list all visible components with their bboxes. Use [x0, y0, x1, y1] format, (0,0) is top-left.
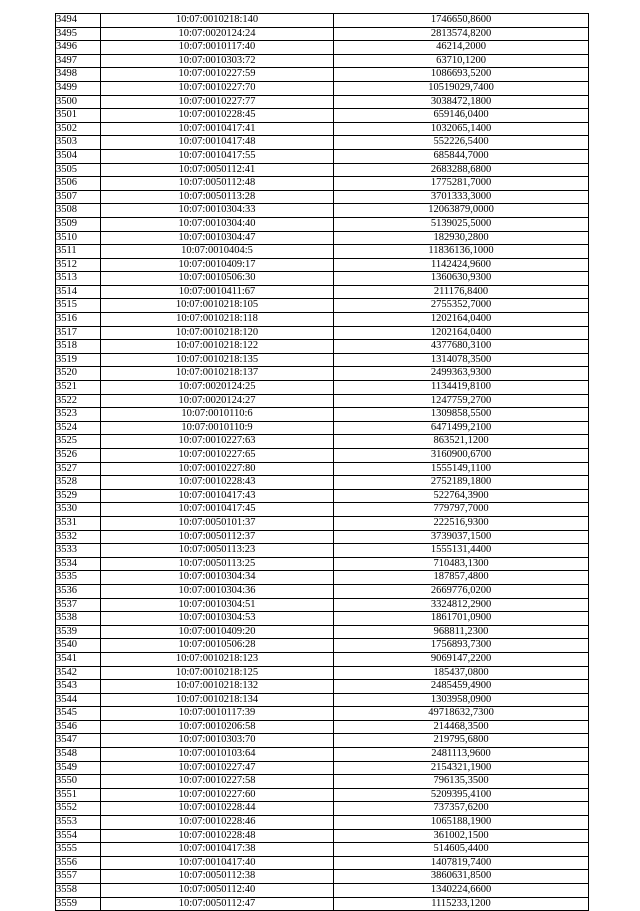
cadastral-value-cell: 222516,9300 [334, 516, 589, 530]
cadastral-value-cell: 11836136,1000 [334, 245, 589, 259]
cadastral-value-cell: 9069147,2200 [334, 652, 589, 666]
table-row [56, 326, 589, 340]
table-row [56, 353, 589, 367]
row-number-cell: 3545 [56, 707, 101, 721]
cadastral-number-cell: 10:07:0050112:40 [101, 884, 334, 898]
cadastral-value-cell: 863521,1200 [334, 435, 589, 449]
cadastral-number-cell: 10:07:0050112:48 [101, 177, 334, 191]
cadastral-value-cell: 1086693,5200 [334, 68, 589, 82]
cadastral-number-cell: 10:07:0010411:67 [101, 285, 334, 299]
row-number-cell: 3553 [56, 816, 101, 830]
cadastral-number-cell: 10:07:0050101:37 [101, 516, 334, 530]
cadastral-number-cell: 10:07:0020124:25 [101, 381, 334, 395]
table-row [56, 27, 589, 41]
cadastral-number-cell: 10:07:0010227:60 [101, 788, 334, 802]
cadastral-number-cell: 10:07:0050113:25 [101, 557, 334, 571]
table-row [56, 748, 589, 762]
cadastral-number-cell: 10:07:0010417:41 [101, 122, 334, 136]
cadastral-value-cell: 12063879,0000 [334, 204, 589, 218]
cadastral-value-cell: 361002,1500 [334, 829, 589, 843]
table-row [56, 68, 589, 82]
cadastral-value-cell: 685844,7000 [334, 149, 589, 163]
cadastral-value-cell: 2683288,6800 [334, 163, 589, 177]
cadastral-value-table [55, 13, 589, 911]
table-row [56, 761, 589, 775]
table-row [56, 14, 589, 28]
cadastral-number-cell: 10:07:0010417:45 [101, 503, 334, 517]
cadastral-value-cell: 211176,8400 [334, 285, 589, 299]
cadastral-value-cell: 6471499,2100 [334, 421, 589, 435]
table-row [56, 462, 589, 476]
cadastral-value-cell: 46214,2000 [334, 41, 589, 55]
cadastral-number-cell: 10:07:0010409:20 [101, 625, 334, 639]
table-row [56, 680, 589, 694]
cadastral-value-cell: 710483,1300 [334, 557, 589, 571]
cadastral-value-cell: 522764,3900 [334, 489, 589, 503]
cadastral-number-cell: 10:07:0010218:134 [101, 693, 334, 707]
row-number-cell: 3523 [56, 408, 101, 422]
row-number-cell: 3548 [56, 748, 101, 762]
table-row [56, 734, 589, 748]
table-row [56, 816, 589, 830]
row-number-cell: 3552 [56, 802, 101, 816]
cadastral-number-cell: 10:07:0050113:23 [101, 544, 334, 558]
cadastral-number-cell: 10:07:0010404:5 [101, 245, 334, 259]
cadastral-number-cell: 10:07:0050113:28 [101, 190, 334, 204]
cadastral-value-cell: 4377680,3100 [334, 340, 589, 354]
cadastral-number-cell: 10:07:0050112:38 [101, 870, 334, 884]
cadastral-number-cell: 10:07:0050112:47 [101, 897, 334, 911]
cadastral-number-cell: 10:07:0050112:41 [101, 163, 334, 177]
cadastral-value-cell: 552226,5400 [334, 136, 589, 150]
cadastral-value-cell: 1861701,0900 [334, 612, 589, 626]
table-row [56, 299, 589, 313]
cadastral-number-cell: 10:07:0010227:58 [101, 775, 334, 789]
cadastral-value-cell: 659146,0400 [334, 109, 589, 123]
cadastral-number-cell: 10:07:0010227:70 [101, 81, 334, 95]
cadastral-number-cell: 10:07:0010417:55 [101, 149, 334, 163]
cadastral-value-cell: 1115233,1200 [334, 897, 589, 911]
row-number-cell: 3531 [56, 516, 101, 530]
row-number-cell: 3532 [56, 530, 101, 544]
cadastral-number-cell: 10:07:0010304:47 [101, 231, 334, 245]
cadastral-value-cell: 5209395,4100 [334, 788, 589, 802]
table-row [56, 217, 589, 231]
table-row [56, 435, 589, 449]
table-row [56, 516, 589, 530]
row-number-cell: 3519 [56, 353, 101, 367]
cadastral-number-cell: 10:07:0010304:53 [101, 612, 334, 626]
row-number-cell: 3510 [56, 231, 101, 245]
table-row [56, 843, 589, 857]
cadastral-value-cell: 2485459,4900 [334, 680, 589, 694]
cadastral-number-cell: 10:07:0010228:44 [101, 802, 334, 816]
table-row [56, 313, 589, 327]
cadastral-number-cell: 10:07:0020124:27 [101, 394, 334, 408]
row-number-cell: 3536 [56, 584, 101, 598]
cadastral-value-cell: 1407819,7400 [334, 856, 589, 870]
cadastral-number-cell: 10:07:0010227:65 [101, 449, 334, 463]
row-number-cell: 3522 [56, 394, 101, 408]
cadastral-value-cell: 1756893,7300 [334, 639, 589, 653]
row-number-cell: 3503 [56, 136, 101, 150]
cadastral-value-cell: 1360630,9300 [334, 272, 589, 286]
cadastral-number-cell: 10:07:0010506:28 [101, 639, 334, 653]
cadastral-number-cell: 10:07:0010228:45 [101, 109, 334, 123]
cadastral-number-cell: 10:07:0010206:58 [101, 720, 334, 734]
table-row [56, 720, 589, 734]
row-number-cell: 3512 [56, 258, 101, 272]
table-row [56, 41, 589, 55]
cadastral-number-cell: 10:07:0010228:43 [101, 476, 334, 490]
table-row [56, 707, 589, 721]
row-number-cell: 3544 [56, 693, 101, 707]
table-row [56, 476, 589, 490]
cadastral-value-cell: 2755352,7000 [334, 299, 589, 313]
table-row [56, 625, 589, 639]
row-number-cell: 3509 [56, 217, 101, 231]
row-number-cell: 3506 [56, 177, 101, 191]
cadastral-number-cell: 10:07:0010228:46 [101, 816, 334, 830]
row-number-cell: 3534 [56, 557, 101, 571]
row-number-cell: 3525 [56, 435, 101, 449]
row-number-cell: 3498 [56, 68, 101, 82]
row-number-cell: 3559 [56, 897, 101, 911]
table-row [56, 381, 589, 395]
row-number-cell: 3521 [56, 381, 101, 395]
row-number-cell: 3551 [56, 788, 101, 802]
table-row [56, 897, 589, 911]
cadastral-value-cell: 1202164,0400 [334, 326, 589, 340]
cadastral-value-cell: 1065188,1900 [334, 816, 589, 830]
table-row [56, 421, 589, 435]
cadastral-number-cell: 10:07:0010304:36 [101, 584, 334, 598]
cadastral-value-cell: 796135,3500 [334, 775, 589, 789]
cadastral-number-cell: 10:07:0010228:48 [101, 829, 334, 843]
cadastral-number-cell: 10:07:0010218:135 [101, 353, 334, 367]
cadastral-value-cell: 3739037,1500 [334, 530, 589, 544]
cadastral-value-cell: 63710,1200 [334, 54, 589, 68]
cadastral-number-cell: 10:07:0010227:80 [101, 462, 334, 476]
table-row [56, 408, 589, 422]
table-row [56, 394, 589, 408]
row-number-cell: 3516 [56, 313, 101, 327]
cadastral-number-cell: 10:07:0010103:64 [101, 748, 334, 762]
table-row [56, 598, 589, 612]
cadastral-number-cell: 10:07:0010218:120 [101, 326, 334, 340]
table-row [56, 612, 589, 626]
table-row [56, 258, 589, 272]
row-number-cell: 3515 [56, 299, 101, 313]
cadastral-number-cell: 10:07:0010303:72 [101, 54, 334, 68]
cadastral-number-cell: 10:07:0010506:30 [101, 272, 334, 286]
cadastral-number-cell: 10:07:0010110:9 [101, 421, 334, 435]
cadastral-value-cell: 2481113,9600 [334, 748, 589, 762]
table-row [56, 775, 589, 789]
cadastral-value-cell: 3860631,8500 [334, 870, 589, 884]
cadastral-number-cell: 10:07:0010304:33 [101, 204, 334, 218]
cadastral-number-cell: 10:07:0010218:118 [101, 313, 334, 327]
row-number-cell: 3554 [56, 829, 101, 843]
row-number-cell: 3547 [56, 734, 101, 748]
table-row [56, 54, 589, 68]
table-row [56, 571, 589, 585]
table-row [56, 802, 589, 816]
table-row [56, 666, 589, 680]
row-number-cell: 3524 [56, 421, 101, 435]
cadastral-number-cell: 10:07:0010117:40 [101, 41, 334, 55]
row-number-cell: 3528 [56, 476, 101, 490]
row-number-cell: 3535 [56, 571, 101, 585]
table-row [56, 109, 589, 123]
cadastral-number-cell: 10:07:0010304:40 [101, 217, 334, 231]
row-number-cell: 3542 [56, 666, 101, 680]
row-number-cell: 3508 [56, 204, 101, 218]
cadastral-value-cell: 1202164,0400 [334, 313, 589, 327]
cadastral-number-cell: 10:07:0010218:132 [101, 680, 334, 694]
cadastral-value-cell: 49718632,7300 [334, 707, 589, 721]
table-row [56, 530, 589, 544]
row-number-cell: 3537 [56, 598, 101, 612]
cadastral-value-cell: 214468,3500 [334, 720, 589, 734]
cadastral-value-cell: 1746650,8600 [334, 14, 589, 28]
row-number-cell: 3539 [56, 625, 101, 639]
table-row [56, 544, 589, 558]
cadastral-value-cell: 3038472,1800 [334, 95, 589, 109]
cadastral-number-cell: 10:07:0010218:105 [101, 299, 334, 313]
row-number-cell: 3526 [56, 449, 101, 463]
cadastral-value-cell: 2669776,0200 [334, 584, 589, 598]
row-number-cell: 3517 [56, 326, 101, 340]
table-row [56, 136, 589, 150]
row-number-cell: 3513 [56, 272, 101, 286]
row-number-cell: 3529 [56, 489, 101, 503]
table-row [56, 95, 589, 109]
row-number-cell: 3511 [56, 245, 101, 259]
cadastral-value-cell: 2752189,1800 [334, 476, 589, 490]
row-number-cell: 3555 [56, 843, 101, 857]
cadastral-value-cell: 185437,0800 [334, 666, 589, 680]
table-row [56, 449, 589, 463]
row-number-cell: 3530 [56, 503, 101, 517]
cadastral-number-cell: 10:07:0010218:123 [101, 652, 334, 666]
cadastral-number-cell: 10:07:0010227:47 [101, 761, 334, 775]
table-row [56, 788, 589, 802]
table-row [56, 503, 589, 517]
row-number-cell: 3527 [56, 462, 101, 476]
table-row [56, 367, 589, 381]
row-number-cell: 3499 [56, 81, 101, 95]
cadastral-value-cell: 1032065,1400 [334, 122, 589, 136]
cadastral-number-cell: 10:07:0010227:59 [101, 68, 334, 82]
table-row [56, 870, 589, 884]
cadastral-value-cell: 1303958,0900 [334, 693, 589, 707]
cadastral-value-cell: 2813574,8200 [334, 27, 589, 41]
row-number-cell: 3520 [56, 367, 101, 381]
cadastral-value-cell: 1555131,4400 [334, 544, 589, 558]
cadastral-value-cell: 1340224,6600 [334, 884, 589, 898]
cadastral-value-cell: 3160900,6700 [334, 449, 589, 463]
table-row [56, 489, 589, 503]
cadastral-value-cell: 968811,2300 [334, 625, 589, 639]
cadastral-number-cell: 10:07:0050112:37 [101, 530, 334, 544]
row-number-cell: 3514 [56, 285, 101, 299]
row-number-cell: 3540 [56, 639, 101, 653]
cadastral-value-cell: 1247759,2700 [334, 394, 589, 408]
table-row [56, 231, 589, 245]
cadastral-value-cell: 187857,4800 [334, 571, 589, 585]
table-row [56, 245, 589, 259]
table-row [56, 856, 589, 870]
cadastral-number-cell: 10:07:0010218:122 [101, 340, 334, 354]
row-number-cell: 3497 [56, 54, 101, 68]
cadastral-value-cell: 1775281,7000 [334, 177, 589, 191]
cadastral-value-cell: 737357,6200 [334, 802, 589, 816]
row-number-cell: 3556 [56, 856, 101, 870]
table-row [56, 163, 589, 177]
table-row [56, 340, 589, 354]
cadastral-number-cell: 10:07:0010218:140 [101, 14, 334, 28]
table-row [56, 272, 589, 286]
table-row [56, 81, 589, 95]
table-row [56, 122, 589, 136]
table-row [56, 177, 589, 191]
table-row [56, 190, 589, 204]
cadastral-value-cell: 1134419,8100 [334, 381, 589, 395]
table-row [56, 639, 589, 653]
cadastral-value-cell: 779797,7000 [334, 503, 589, 517]
table-body [56, 14, 589, 911]
cadastral-value-cell: 5139025,5000 [334, 217, 589, 231]
table-row [56, 884, 589, 898]
row-number-cell: 3495 [56, 27, 101, 41]
row-number-cell: 3541 [56, 652, 101, 666]
row-number-cell: 3507 [56, 190, 101, 204]
cadastral-number-cell: 10:07:0010417:43 [101, 489, 334, 503]
cadastral-number-cell: 10:07:0010304:51 [101, 598, 334, 612]
row-number-cell: 3518 [56, 340, 101, 354]
row-number-cell: 3557 [56, 870, 101, 884]
table-row [56, 652, 589, 666]
cadastral-number-cell: 10:07:0010227:63 [101, 435, 334, 449]
cadastral-value-cell: 514605,4400 [334, 843, 589, 857]
row-number-cell: 3502 [56, 122, 101, 136]
cadastral-number-cell: 10:07:0010304:34 [101, 571, 334, 585]
cadastral-number-cell: 10:07:0010218:125 [101, 666, 334, 680]
cadastral-value-cell: 2499363,9300 [334, 367, 589, 381]
row-number-cell: 3543 [56, 680, 101, 694]
table-row [56, 584, 589, 598]
table-row [56, 204, 589, 218]
row-number-cell: 3501 [56, 109, 101, 123]
cadastral-number-cell: 10:07:0010417:48 [101, 136, 334, 150]
table-row [56, 693, 589, 707]
table-row [56, 149, 589, 163]
row-number-cell: 3538 [56, 612, 101, 626]
table-row [56, 557, 589, 571]
row-number-cell: 3505 [56, 163, 101, 177]
cadastral-value-cell: 3701333,3000 [334, 190, 589, 204]
row-number-cell: 3546 [56, 720, 101, 734]
cadastral-number-cell: 10:07:0010409:17 [101, 258, 334, 272]
cadastral-number-cell: 10:07:0010417:40 [101, 856, 334, 870]
row-number-cell: 3549 [56, 761, 101, 775]
cadastral-value-cell: 219795,6800 [334, 734, 589, 748]
row-number-cell: 3494 [56, 14, 101, 28]
cadastral-value-cell: 182930,2800 [334, 231, 589, 245]
row-number-cell: 3496 [56, 41, 101, 55]
table-row [56, 829, 589, 843]
cadastral-number-cell: 10:07:0010303:70 [101, 734, 334, 748]
cadastral-number-cell: 10:07:0010110:6 [101, 408, 334, 422]
cadastral-value-cell: 3324812,2900 [334, 598, 589, 612]
row-number-cell: 3533 [56, 544, 101, 558]
cadastral-number-cell: 10:07:0010227:77 [101, 95, 334, 109]
row-number-cell: 3504 [56, 149, 101, 163]
row-number-cell: 3500 [56, 95, 101, 109]
cadastral-value-cell: 1309858,5500 [334, 408, 589, 422]
row-number-cell: 3558 [56, 884, 101, 898]
cadastral-number-cell: 10:07:0010218:137 [101, 367, 334, 381]
cadastral-number-cell: 10:07:0010417:38 [101, 843, 334, 857]
cadastral-value-cell: 1314078,3500 [334, 353, 589, 367]
cadastral-number-cell: 10:07:0010117:39 [101, 707, 334, 721]
cadastral-value-cell: 1555149,1100 [334, 462, 589, 476]
cadastral-number-cell: 10:07:0020124:24 [101, 27, 334, 41]
cadastral-value-cell: 2154321,1900 [334, 761, 589, 775]
cadastral-value-cell: 10519029,7400 [334, 81, 589, 95]
table-row [56, 285, 589, 299]
cadastral-value-cell: 1142424,9600 [334, 258, 589, 272]
row-number-cell: 3550 [56, 775, 101, 789]
